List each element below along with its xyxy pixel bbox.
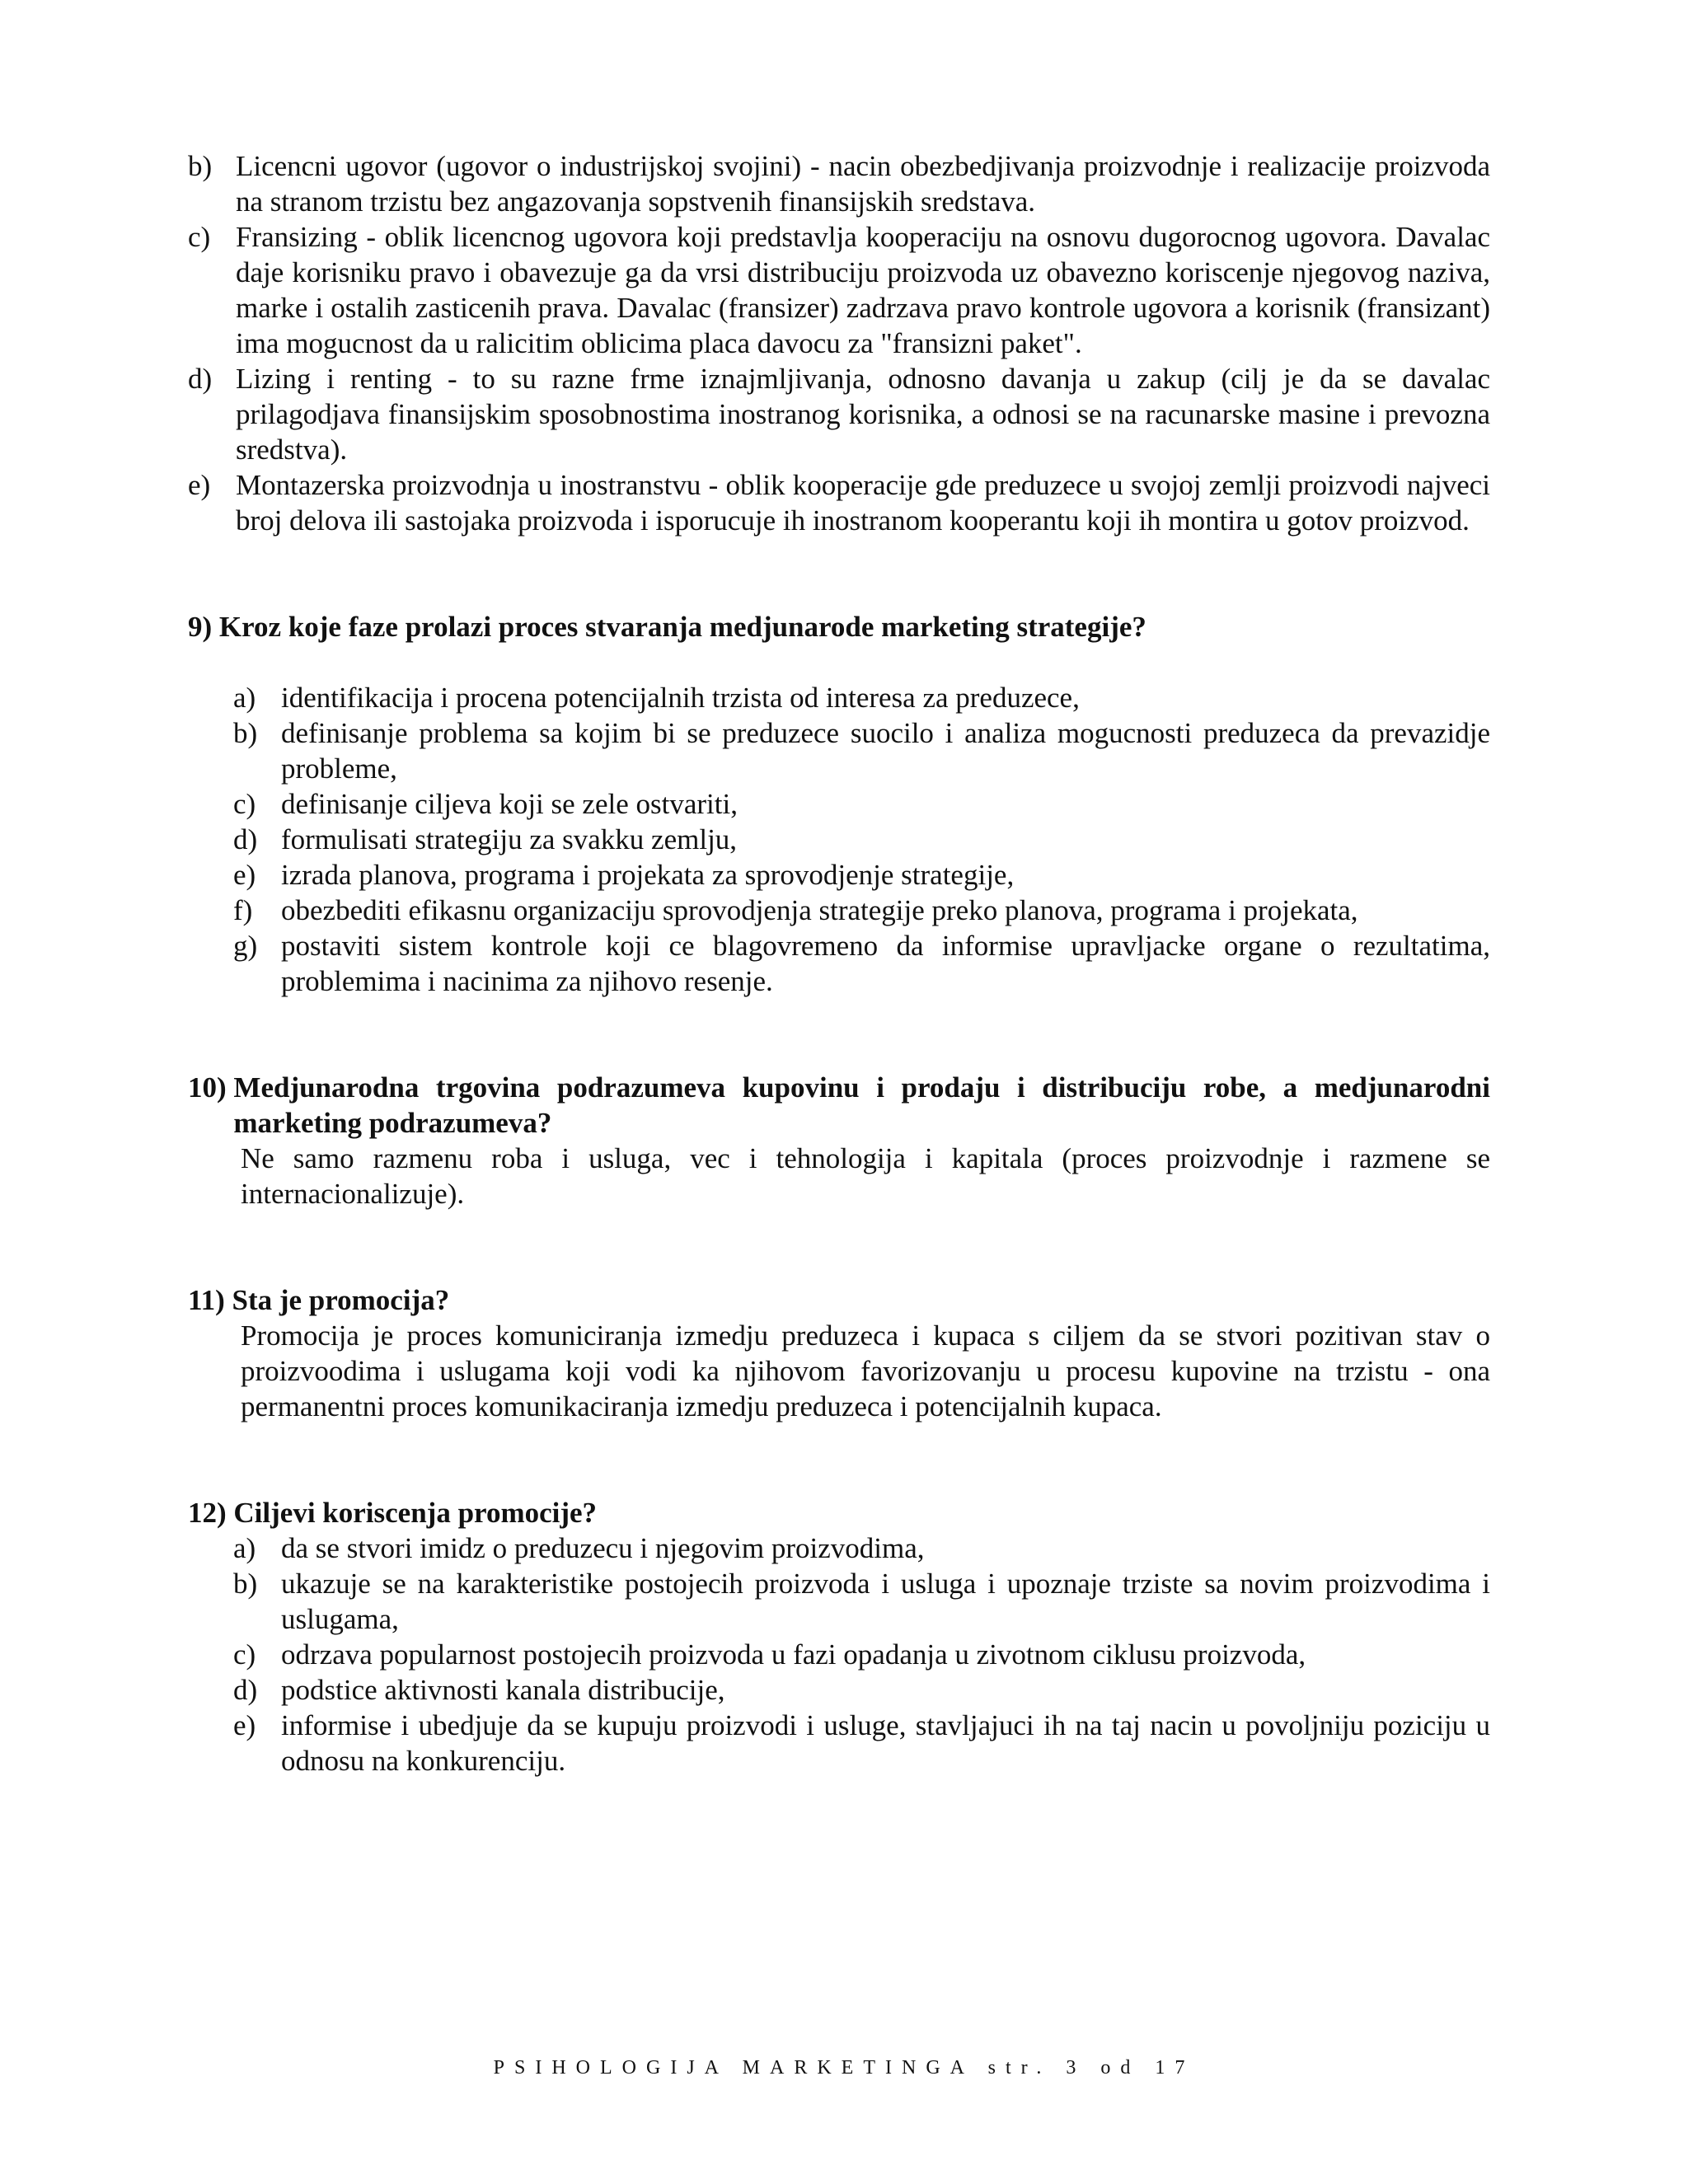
list-item-text: Licencni ugovor (ugovor o industrijskoj svojini) - nacin obezbedjivanja proizvodnje i realizacije proizvoda na stranom trzistu bez angazovanja sopstvenih finansijskih sredstava. — [236, 150, 1490, 218]
list-marker: f) — [233, 894, 253, 926]
list-item — [233, 786, 1490, 822]
question-12-heading: 12) Ciljevi koriscenja promocije? — [188, 1497, 598, 1529]
question-9-list — [233, 680, 1490, 999]
list-item-text: definisanje ciljeva koji se zele ostvariti, — [281, 788, 738, 820]
list-item-text: Lizing i renting - to su razne frme iznajmljivanja, odnosno davanja u zakup (cilj je da se davalac prilagodjava finansijskim sposobnostima inostranog korisnika, a odnosi se na racunarske masine i prevozna sredstva). — [236, 363, 1490, 466]
question-12-list — [233, 1530, 1490, 1779]
intro-list — [188, 148, 1490, 538]
document-page — [188, 148, 1490, 1779]
list-item-text: podstice aktivnosti kanala distribucije, — [281, 1674, 725, 1706]
list-item — [233, 857, 1490, 893]
list-item — [233, 1566, 1490, 1637]
list-item-text: formulisati strategiju za svakku zemlju, — [281, 823, 738, 855]
list-item-text: da se stvori imidz o preduzecu i njegovim proizvodima, — [281, 1532, 925, 1564]
list-item — [233, 928, 1490, 999]
list-marker: c) — [188, 221, 211, 253]
list-item — [188, 219, 1490, 361]
list-item — [233, 822, 1490, 857]
list-item — [233, 1530, 1490, 1566]
question-10-answer: Ne samo razmenu roba i usluga, vec i tehnologija i kapitala (proces proizvodnje i razmene se internacionalizuje). — [241, 1142, 1490, 1210]
list-item-text: izrada planova, programa i projekata za sprovodjenje strategije, — [281, 859, 1015, 891]
list-marker: b) — [233, 1568, 258, 1600]
list-item — [233, 893, 1490, 928]
list-item-text: Montazerska proizvodnja u inostranstvu - oblik kooperacije gde preduzece u svojoj zemlji proizvodi najveci broj delova ili sastojaka proizvoda i isporucuje ih inostranom kooperantu koji ih montira u gotov proizvod. — [236, 469, 1490, 537]
list-item-text: obezbediti efikasnu organizaciju sprovodjenja strategije preko planova, programa i projekata, — [281, 894, 1358, 926]
question-10-number: 10) — [188, 1071, 234, 1104]
question-10-heading — [188, 1070, 1490, 1141]
list-item-text: ukazuje se na karakteristike postojecih proizvoda i usluga i upoznaje trziste sa novim proizvodima i uslugama, — [281, 1568, 1490, 1635]
list-marker: b) — [233, 717, 258, 749]
page-footer: PSIHOLOGIJA MARKETINGA str. 3 od 17 — [493, 2057, 1195, 2079]
question-9-heading: 9) Kroz koje faze prolazi proces stvaranja medjunarode marketing strategije? — [188, 611, 1146, 643]
list-item-text: identifikacija i procena potencijalnih trzista od interesa za preduzece, — [281, 682, 1080, 714]
list-marker: c) — [233, 1638, 256, 1671]
list-item-text: Fransizing - oblik licencnog ugovora koji predstavlja kooperaciju na osnovu dugorocnog ugovora. Davalac daje korisniku pravo i obavezuje ga da vrsi distribuciju proizvoda uz obavezno koriscenje njegovog naziva, marke i ostalih zasticenih prava. Davalac (fransizer) zadrzava pravo kontrole ugovora a korisnik (fransizant) ima mogucnost da u ralicitim oblicima placa davocu za "fransizni paket". — [236, 221, 1490, 359]
list-marker: d) — [233, 1674, 258, 1706]
list-item-text: odrzava popularnost postojecih proizvoda u fazi opadanja u zivotnom ciklusu proizvoda, — [281, 1638, 1306, 1671]
list-marker: e) — [233, 1709, 256, 1741]
question-11-heading: 11) Sta je promocija? — [188, 1284, 450, 1316]
list-item — [188, 467, 1490, 538]
list-marker: a) — [233, 1532, 256, 1564]
list-item — [233, 680, 1490, 715]
list-marker: g) — [233, 930, 258, 962]
list-marker: d) — [188, 363, 213, 395]
list-marker: a) — [233, 682, 256, 714]
list-marker: c) — [233, 788, 256, 820]
list-item — [233, 1708, 1490, 1779]
list-marker: b) — [188, 150, 213, 182]
question-11-answer: Promocija je proces komuniciranja izmedju preduzeca i kupaca s ciljem da se stvori pozitivan stav o proizvoodima i uslugama koji vodi ka njihovom favorizovanju u procesu kupovine na trzistu - ona permanentni proces komunikaciranja izmedju preduzeca i potencijalnih kupaca. — [241, 1319, 1490, 1422]
list-item — [233, 1637, 1490, 1672]
list-item — [233, 1672, 1490, 1708]
list-item — [188, 148, 1490, 219]
list-marker: e) — [233, 859, 256, 891]
list-item — [233, 715, 1490, 786]
question-10-text: Medjunarodna trgovina podrazumeva kupovinu i prodaju i distribuciju robe, a medjunarodni marketing podrazumeva? — [233, 1071, 1490, 1139]
list-item-text: informise i ubedjuje da se kupuju proizvodi i usluge, stavljajuci ih na taj nacin u povoljniju poziciju u odnosu na konkurenciju. — [281, 1709, 1490, 1777]
list-item-text: postaviti sistem kontrole koji ce blagovremeno da informise upravljacke organe o rezultatima, problemima i nacinima za njihovo resenje. — [281, 930, 1490, 997]
list-marker: d) — [233, 823, 258, 855]
list-marker: e) — [188, 469, 211, 501]
list-item — [188, 361, 1490, 467]
list-item-text: definisanje problema sa kojim bi se preduzece suocilo i analiza mogucnosti preduzeca da prevazidje probleme, — [281, 717, 1490, 785]
